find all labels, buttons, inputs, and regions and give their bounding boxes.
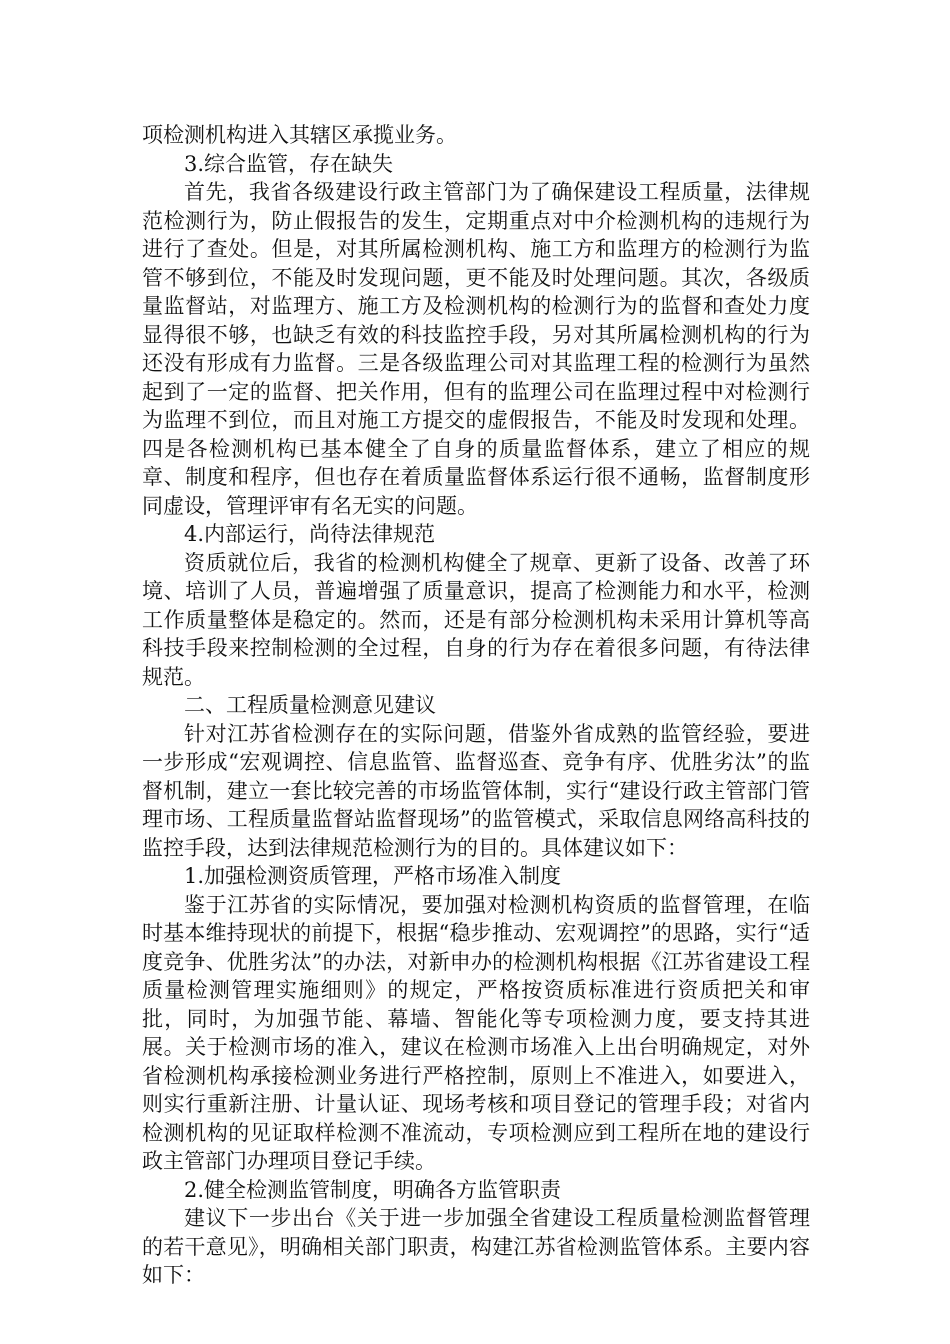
- paragraph-supervision-system: 建议下一步出台《关于进一步加强全省建设工程质量检测监督管理的若干意见》，明确相关部门职责，构建江苏省检测监管体系。主要内容如下：: [142, 1206, 810, 1287]
- paragraph-suggestions-intro: 针对江苏省检测存在的实际问题，借鉴外省成熟的监管经验，要进一步形成“宏观调控、信息监管、监督巡查、竞争有序、优胜劣汰”的监督机制，建立一套比较完善的市场监管体制，实行“建设行政主管部门管理市场、工程质量监督站监督现场”的监管模式，采取信息网络高科技的监控手段，达到法律规范检测行为的目的。具体建议如下：: [142, 721, 810, 860]
- section-heading-internal-operation: 4.内部运行，尚待法律规范: [184, 522, 436, 546]
- document-body: [142, 121, 810, 1290]
- section-heading-qualification-management: 1.加强检测资质管理，严格市场准入制度: [184, 864, 562, 888]
- section-heading-suggestions: 二、工程质量检测意见建议: [184, 693, 436, 717]
- paragraph-internal-operation: 资质就位后，我省的检测机构健全了规章、更新了设备、改善了环境、培训了人员，普遍增强了质量意识，提高了检测能力和水平，检测工作质量整体是稳定的。然而，还是有部分检测机构未采用计算机等高科技手段来控制检测的全过程，自身的行为存在着很多问题，有待法律规范。: [142, 550, 810, 689]
- paragraph-supervision-issues: 首先，我省各级建设行政主管部门为了确保建设工程质量，法律规范检测行为，防止假报告的发生，定期重点对中介检测机构的违规行为进行了查处。但是，对其所属检测机构、施工方和监理方的检测行为监管不够到位，不能及时发现问题，更不能及时处理问题。其次，各级质量监督站，对监理方、施工方及检测机构的检测行为的监督和查处力度显得很不够，也缺乏有效的科技监控手段，另对其所属检测机构的行为还没有形成有力监督。三是各级监理公司对其监理工程的检测行为虽然起到了一定的监督、把关作用，但有的监理公司在监理过程中对检测行为监理不到位，而且对施工方提交的虚假报告，不能及时发现和处理。四是各检测机构已基本健全了自身的质量监督体系，建立了相应的规章、制度和程序，但也存在着质量监督体系运行很不通畅，监督制度形同虚设，管理评审有名无实的问题。: [142, 180, 810, 518]
- section-heading-supervision-system: 2.健全检测监管制度，明确各方监管职责: [184, 1177, 562, 1202]
- paragraph-qualification-management: 鉴于江苏省的实际情况，要加强对检测机构资质的监督管理，在临时基本维持现状的前提下，根据“稳步推动、宏观调控”的思路，实行“适度竞争、优胜劣汰”的办法，对新申办的检测机构根据《江苏省建设工程质量检测管理实施细则》的规定，严格按资质标准进行资质把关和审批，同时，为加强节能、幕墙、智能化等专项检测力度，要支持其进展。关于检测市场的准入，建议在检测市场准入上出台明确规定，对外省检测机构承接检测业务进行严格控制，原则上不准进入，如要进入，则实行重新注册、计量认证、现场考核和项目登记的管理手段；对省内检测机构的见证取样检测不准流动，专项检测应到工程所在地的建设行政主管部门办理项目登记手续。: [142, 892, 810, 1173]
- paragraph-continuation: 项检测机构进入其辖区承揽业务。: [142, 123, 457, 147]
- section-heading-comprehensive-supervision: 3.综合监管，存在缺失: [184, 151, 394, 176]
